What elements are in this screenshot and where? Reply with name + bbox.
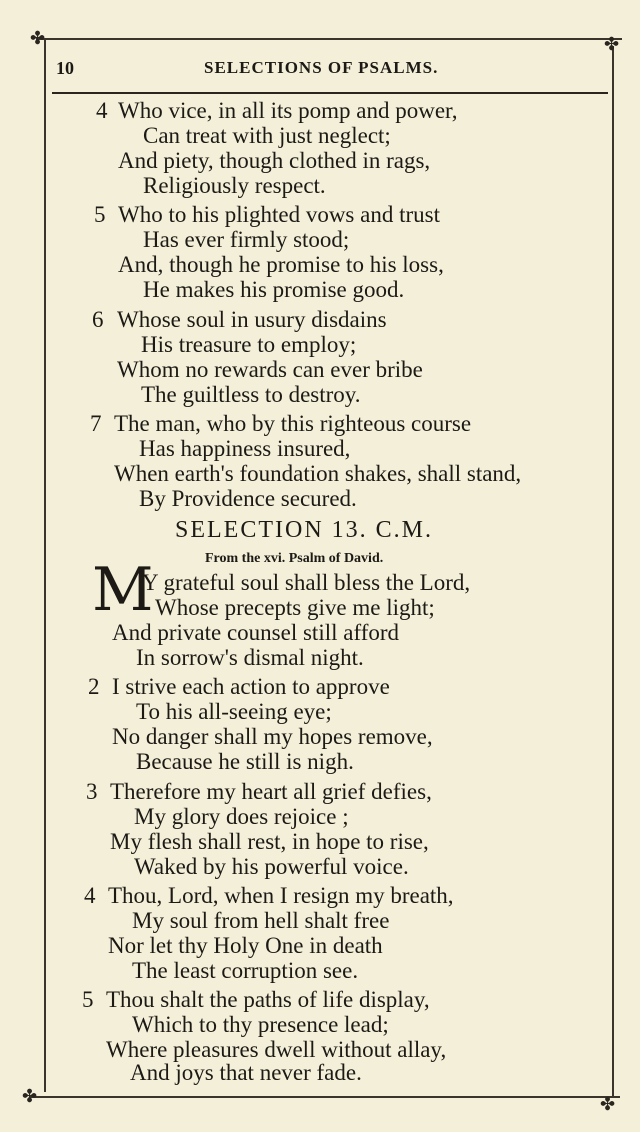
verse-line: Thou shalt the paths of life display, xyxy=(106,987,430,1012)
verse-line: In sorrow's dismal night. xyxy=(136,645,364,670)
verse-line: Therefore my heart all grief defies, xyxy=(110,779,432,804)
verse-line: The guiltless to destroy. xyxy=(141,382,361,407)
verse-line: Because he still is nigh. xyxy=(136,749,354,774)
left-border-rule xyxy=(44,40,46,1092)
verse-line: My flesh shall rest, in hope to rise, xyxy=(110,829,429,854)
verse-number: 5 xyxy=(94,202,106,227)
verse-number: 2 xyxy=(88,674,100,699)
verse-number: 4 xyxy=(84,883,96,908)
verse-line: And, though he promise to his loss, xyxy=(118,252,444,277)
corner-ornament-bottom-left: ✤ xyxy=(22,1086,38,1107)
verse-line: Thou, Lord, when I resign my breath, xyxy=(108,883,454,908)
verse-line: Where pleasures dwell without allay, xyxy=(106,1037,447,1062)
right-border-rule xyxy=(612,46,614,1098)
verse-line: The man, who by this righteous course xyxy=(114,411,472,436)
verse-line: Whose soul in usury disdains xyxy=(117,307,387,332)
verse-line: My glory does rejoice ; xyxy=(134,804,349,829)
verse-line: And private counsel still afford xyxy=(112,620,400,645)
verse-line: I strive each action to approve xyxy=(112,674,390,699)
verse-line: The least corruption see. xyxy=(132,958,359,983)
bottom-border-rule xyxy=(30,1096,620,1098)
selection-title: SELECTION 13. C.M. xyxy=(175,517,433,543)
verse-number: 3 xyxy=(86,779,98,804)
verse-line: By Providence secured. xyxy=(139,486,357,511)
verse-line: To his all-seeing eye; xyxy=(136,699,332,724)
corner-ornament-top-right: ✤ xyxy=(604,34,620,55)
verse-line: His treasure to employ; xyxy=(141,332,357,357)
verse-line: And joys that never fade. xyxy=(130,1060,362,1085)
verse-line: Whom no rewards can ever bribe xyxy=(117,357,423,382)
verse-number: 4 xyxy=(96,98,108,123)
top-border-rule xyxy=(36,38,622,40)
running-title: SELECTIONS OF PSALMS. xyxy=(204,58,439,77)
corner-ornament-mid-right: ✤ xyxy=(600,1094,616,1115)
verse-line: My soul from hell shalt free xyxy=(132,908,390,933)
verse-line: Whose precepts give me light; xyxy=(155,595,435,620)
verse-line: Has happiness insured, xyxy=(139,436,351,461)
verse-line: Nor let thy Holy One in death xyxy=(108,933,383,958)
verse-number: 5 xyxy=(82,987,94,1012)
verse-line: Y grateful soul shall bless the Lord, xyxy=(142,570,471,595)
verse-line: When earth's foundation shakes, shall stand, xyxy=(114,461,522,486)
corner-ornament-top-left: ✤ xyxy=(30,28,46,49)
header-rule xyxy=(52,92,608,94)
page-number: 10 xyxy=(56,58,74,78)
verse-line: Has ever firmly stood; xyxy=(143,227,350,252)
verse-line: Can treat with just neglect; xyxy=(143,123,391,148)
selection-subtitle: From the xvi. Psalm of David. xyxy=(205,551,384,566)
verse-number: 7 xyxy=(90,411,102,436)
drop-cap: M xyxy=(92,555,154,625)
verse-line: Waked by his powerful voice. xyxy=(134,854,409,879)
verse-number: 6 xyxy=(92,307,104,332)
verse-line: Who vice, in all its pomp and power, xyxy=(118,98,458,123)
verse-line: And piety, though clothed in rags, xyxy=(118,148,431,173)
verse-line: Which to thy presence lead; xyxy=(132,1012,389,1037)
verse-line: Who to his plighted vows and trust xyxy=(118,202,440,227)
verse-line: He makes his promise good. xyxy=(143,277,405,302)
verse-line: No danger shall my hopes remove, xyxy=(112,724,433,749)
verse-line: Religiously respect. xyxy=(143,173,326,198)
page-header xyxy=(56,58,608,80)
